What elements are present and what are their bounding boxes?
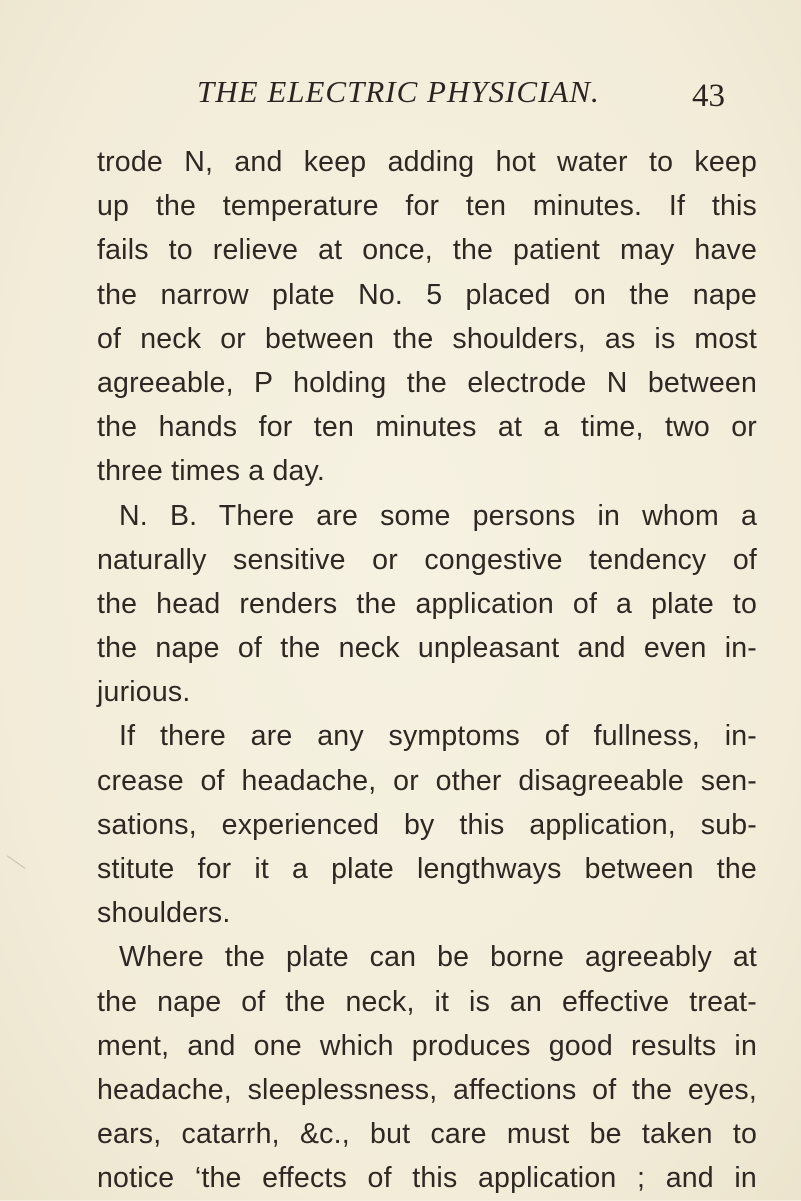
text-line: N. B. There are some persons in whom a: [119, 499, 757, 532]
text-line: If there are any symptoms of fullness, in-: [119, 720, 757, 753]
text-line: jurious.: [97, 676, 191, 709]
text-line: ears, catarrh, &c., but care must be taken to: [97, 1118, 757, 1151]
text-line: the hands for ten minutes at a time, two or: [97, 411, 757, 444]
text-line: agreeable, P holding the electrode N between: [97, 366, 757, 399]
text-line: up the temperature for ten minutes. If this: [97, 190, 757, 223]
text-line: the nape of the neck, it is an effective treat-: [97, 985, 757, 1018]
text-line: headache, sleeplessness, affections of the eyes,: [97, 1073, 757, 1106]
text-line: shoulders.: [97, 897, 231, 930]
text-line: of neck or between the shoulders, as is most: [97, 322, 757, 355]
text-line: stitute for it a plate lengthways between the: [97, 853, 757, 885]
page-edge-mark: [0, 855, 25, 883]
text-line: Where the plate can be borne agreeably at: [119, 941, 757, 974]
running-header: [0, 70, 801, 120]
text-line: crease of headache, or other disagreeable sen-: [97, 764, 757, 797]
text-line: three times a day.: [97, 455, 326, 488]
page-number: 43: [692, 78, 725, 114]
text-line: ment, and one which produces good results in: [97, 1029, 757, 1062]
text-line: naturally sensitive or congestive tendency of: [97, 543, 757, 576]
text-line: the narrow plate No. 5 placed on the nape: [97, 278, 757, 311]
body-text: [97, 140, 757, 1201]
text-line: the nape of the neck unpleasant and even in-: [97, 632, 757, 665]
running-title: THE ELECTRIC PHYSICIAN.: [197, 74, 600, 109]
text-line: the head renders the application of a plate to: [97, 587, 757, 620]
text-line: sations, experienced by this application, sub-: [97, 808, 757, 841]
text-line: trode N, and keep adding hot water to keep: [97, 146, 757, 178]
text-line: notice ‘the effects of this application ; and in: [97, 1162, 757, 1195]
text-line: fails to relieve at once, the patient may have: [97, 234, 757, 267]
